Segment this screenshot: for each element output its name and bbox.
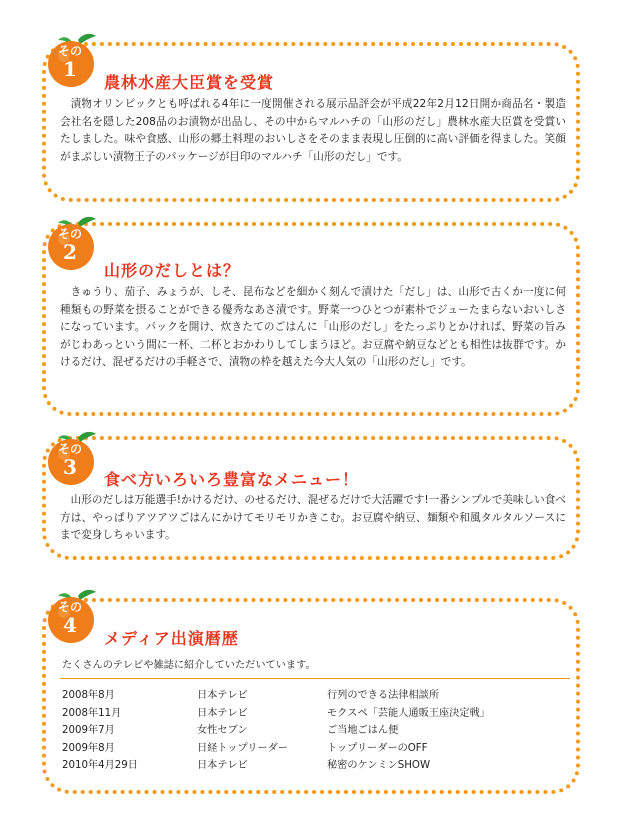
section-2-body: きゅうり、茄子、みょうが、しそ、昆布などを細かく刻んで漬けた「だし」は、山形で古くか一度に何種類もの野菜を摂ることができる優秀なあさ漬です。野菜一つひとつが素朴でジューたまらないおいしさになっています。パックを開け、炊きたてのごはんに「山形のだし」をたっぷりとかければ、野菜の旨みがじわあっという間に一杯、二杯とおかわりしてしまうほど。お豆腐や納豆などとも相性は抜群です。かけるだけ、混ぜるだけの手軽さで、漬物の枠を越えた今大人気の「山形のだし」です。 (60, 286, 566, 369)
table-row (62, 738, 557, 756)
media-date: 2008年8月 (62, 690, 115, 702)
section-4-intro: たくさんのテレビや雑誌に紹介していただいています。 (62, 660, 316, 671)
badge-number: 3 (63, 455, 77, 479)
badge-number: 1 (63, 57, 77, 81)
badge-label: その (57, 600, 82, 614)
orange-fruit-icon (44, 430, 104, 486)
media-program: 行列のできる法律相談所 (327, 690, 440, 702)
media-date: 2009年8月 (62, 742, 115, 754)
badge-number: 4 (63, 613, 77, 637)
table-row (62, 720, 557, 738)
orange-fruit-icon (44, 32, 104, 88)
badge-number: 2 (63, 240, 77, 264)
media-program: モクスペ「芸能人通販王座決定戦」 (327, 707, 490, 719)
section-4-divider (60, 678, 570, 679)
section-1-title: 農林水産大臣賞を受賞 (104, 73, 275, 92)
media-history-table (62, 685, 557, 773)
section-4-title: メディア出演暦歴 (104, 629, 239, 648)
section-1-body: 漬物オリンピックとも呼ばれる4年に一度開催される展示品評会が平成22年2月12日開か商品名・製造会社名を隠した208品のお漬物が出品し、その中からマルハチの「山形のだし」農林水産大臣賞を受賞いたしました。味や食感、山形の郷土料理のおいしさをそのまま表現し圧倒的に高い評価を得ました。笑顔がまぶしい漬物王子のパッケージが目印のマルハチ「山形のだし」です。 (60, 98, 566, 163)
media-date: 2008年11月 (62, 707, 122, 719)
media-station: 女性セブン (197, 725, 248, 737)
media-program: 秘密のケンミンSHOW (327, 760, 431, 772)
media-station: 日本テレビ (197, 760, 248, 772)
table-row (62, 685, 557, 703)
orange-fruit-icon (44, 215, 104, 271)
badge-label: その (57, 227, 82, 241)
media-date: 2009年7月 (62, 725, 115, 737)
media-station: 日経トップリーダー (197, 742, 288, 754)
media-date: 2010年4月29日 (62, 760, 138, 772)
section-3-title: 食べ方いろいろ豊富なメニュー！ (104, 470, 360, 489)
table-row (62, 703, 557, 721)
section-3-body: 山形のだしは万能選手!かけるだけ、のせるだけ、混ぜるだけで大活躍です!一番シンプルで美味しい食べ方は、やっぱりアツアツごはんにかけてモリモリかきこむ。お豆腐や納豆、麺類や和風タルタルソースにまで変身しちゃいます。 (60, 494, 566, 542)
media-station: 日本テレビ (197, 707, 248, 719)
section-2-title: 山形のだしとは？ (104, 261, 241, 280)
media-station: 日本テレビ (197, 690, 248, 702)
orange-fruit-icon (44, 588, 104, 644)
media-program: ご当地ごはん便 (327, 725, 399, 737)
media-program: トップリーダーのOFF (327, 742, 428, 754)
badge-label: その (57, 442, 82, 456)
table-row (62, 755, 557, 773)
badge-label: その (57, 44, 82, 58)
